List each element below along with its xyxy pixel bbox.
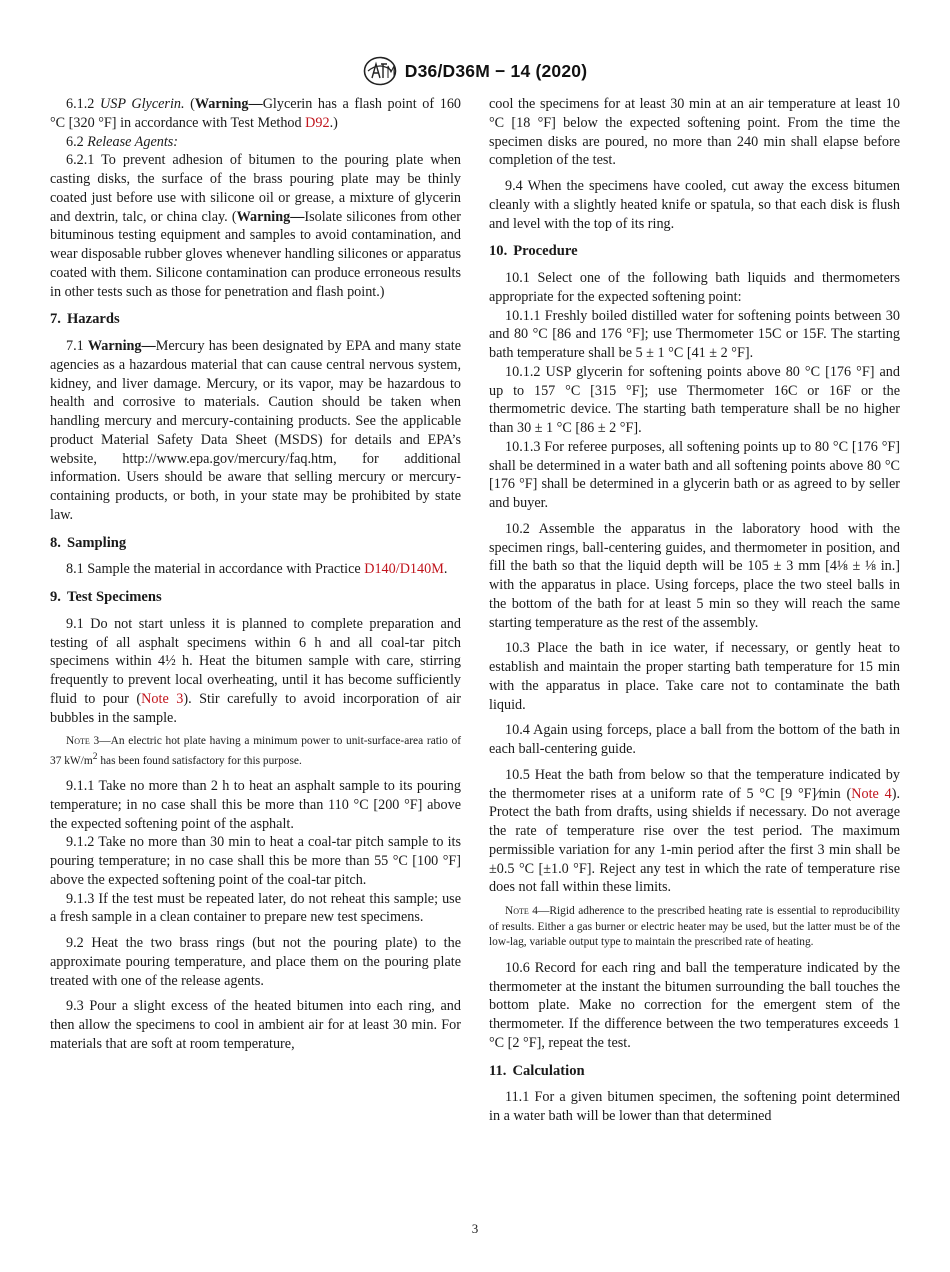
paragraph-9-1-3: 9.1.3 If the test must be repeated later, do not reheat this sample; use a fresh sample in a clean container to prepare new test specimens. [50, 890, 461, 926]
section-heading-calculation: 11. Calculation [489, 1062, 585, 1079]
left-column [50, 95, 461, 1061]
paragraph-10-6: 10.6 Record for each ring and ball the temperature indicated by the thermometer at the instant the bitumen surrounding the ball touches the bottom plate. Make no correction for the emergent stem of the thermometer. If the difference between the two temperatures exceeds 1 °C [2 °F], repeat the test. [489, 959, 900, 1051]
paragraph-10-1-2: 10.1.2 USP glycerin for softening points above 80 °C [176 °F] and up to 157 °C [315 °F]; use Thermometer 16C or 16F or the thermometric device. The starting bath temperature shall be no higher than 30 ± 1 °C [86 ± 2 °F]. [489, 363, 900, 436]
note-4: Note 4—Rigid adherence to the prescribed heating rate is essential to reproducibility of results. Either a gas burner or electric heater may be used, but the latter must be of the low-lag, variable output type to maintain the prescribed rate of heating. [489, 905, 900, 949]
section-heading-procedure: 10. Procedure [489, 243, 578, 260]
paragraph-10-1: 10.1 Select one of the following bath liquids and thermometers appropriate for the expected softening point: [489, 270, 900, 305]
page-number: 3 [471, 1221, 479, 1236]
document-designation: D36/D36M − 14 (2020) [404, 60, 588, 81]
note-3: Note 3—An electric hot plate having a minimum power to unit-surface-area ratio of 37 $kW/m^2$ has been found satisfactory for this purpose. [50, 735, 462, 767]
paragraph-9-4: 9.4 When the specimens have cooled, cut away the excess bitumen cleanly with a slightly heated knife or spatula, so that each disk is flush and level with the top of its ring. [489, 178, 900, 232]
paragraph-10-1-1: 10.1.1 Freshly boiled distilled water for softening points between 30 and 80 °C [86 and 176 °F]; use Thermometer 15C or 15F. The starting bath temperature shall be 5 ± 1 °C [41 ± 2 °F]. [489, 307, 900, 361]
paragraph-6-1-2: 6.1.2 USP Glycerin. (Warning—Glycerin has a flash point of 160 °C [320 °F] in accordance with Test Method D92.) [50, 96, 462, 131]
paragraph-10-1-3: 10.1.3 For referee purposes, all softening points up to 80 °C [176 °F] shall be determined in a water bath and all softening points above 80 °C [176 °F] shall be determined in a glycerin bath or as agreed to by seller and buyer. [489, 438, 900, 511]
paragraph-10-5: 10.5 Heat the bath from below so that the temperature indicated by the thermometer rises at a uniform rate of 5 °C [9 °F]⁄min (Note 4). Protect the bath from drafts, using shields if necessary. Do not average the rate of temperature rise over the test period. The maximum permissible variation for any 1-min period after the first 3 min shall be ±0.5 °C [±1.0 °F]. Reject any test in which the rate of temperature rise does not fall within these limits. [489, 766, 900, 896]
paragraph-9-3: 9.3 Pour a slight excess of the heated bitumen into each ring, and then allow the specimens to cool in ambient air for at least 30 min. For materials that are soft at room temperature, [50, 998, 461, 1052]
paragraph-7-1: 7.1 Warning—Mercury has been designated by EPA and many state agencies as a hazardous material that can cause central nervous system, kidney, and liver damage. Mercury, or its vapor, may be hazardous to health and corrosive to materials. Caution should be taken when handling mercury and mercury-containing products. See the applicable product Material Safety Data Sheet (MSDS) for details and EPA’s website, http://www.epa.gov/mercury/faq.htm, for additional information. Users should be aware that selling mercury or mercury-containing products, or both, in your state may be prohibited by state law. [50, 338, 462, 523]
astm-logo-icon [363, 56, 397, 86]
paragraph-10-4: 10.4 Again using forceps, place a ball from the bottom of the bath in each ball-centering guide. [489, 722, 900, 757]
paragraph-9-1: 9.1 Do not start unless it is planned to complete preparation and testing of all asphalt specimens within 6 h and all coal-tar pitch specimens within 4½ h. Heat the bitumen sample with care, stirring frequently to prevent local overheating, until it has become sufficiently fluid to pour (Note 3). Stir carefully to avoid incorporation of air bubbles in the sample. [50, 615, 461, 726]
paragraph-8-1: 8.1 Sample the material in accordance with Practice D140/D140M. [66, 561, 448, 578]
paragraph-6-2: 6.2 Release Agents: [66, 133, 179, 150]
paragraph-10-3: 10.3 Place the bath in ice water, if necessary, or gently heat to establish and maintain the proper starting bath temperature for 15 min with the apparatus in place. Take care not to contaminate the bath liquid. [489, 640, 900, 713]
section-heading-hazards: 7. Hazards [50, 311, 120, 328]
link-note-3[interactable]: Note 3 [141, 690, 184, 707]
paragraph-9-1-1: 9.1.1 Take no more than 2 h to heat an asphalt sample to its pouring temperature; in no case shall this be more than 110 °C [200 °F] above the expected softening point of the asphalt. [50, 778, 461, 832]
paragraph-9-1-2: 9.1.2 Take no more than 30 min to heat a coal-tar pitch sample to its pouring temperature; in no case shall this be more than 55 °C [100 °F] above the expected softening point of the coal-tar pitch. [50, 834, 461, 888]
page-header [0, 56, 950, 91]
link-note-4[interactable]: Note 4 [851, 785, 892, 802]
link-d92[interactable]: D92 [305, 114, 330, 131]
paragraph-9-2: 9.2 Heat the two brass rings (but not the pouring plate) to the approximate pouring temperature, and place them on the pouring plate treated with one of the release agents. [50, 935, 461, 989]
paragraph-9-3-continued: cool the specimens for at least 30 min at an air temperature at least 10 °C [18 °F] below the expected softening point. From the time the specimen disks are poured, no more than 240 min shall elapse before completion of the test. [489, 96, 900, 169]
paragraph-10-2: 10.2 Assemble the apparatus in the laboratory hood with the specimen rings, ball-centering guides, and thermometer in position, and fill the bath so that the liquid depth will be 105 ± 3 mm [4⅛ ± ⅛ in.] with the apparatus in place. Using forceps, place the two steel balls in the bottom of the bath for at least 5 min so they will reach the same starting temperature as the rest of the assembly. [489, 520, 900, 631]
link-d140[interactable]: D140/D140M [364, 561, 444, 578]
section-heading-test-specimens: 9. Test Specimens [50, 589, 162, 605]
paragraph-11-1: 11.1 For a given bitumen specimen, the softening point determined in a water bath will be lower than that determined [489, 1089, 900, 1125]
paragraph-6-2-1: 6.2.1 To prevent adhesion of bitumen to the pouring plate when casting disks, the surface of the brass pouring plate may be thinly coated just before use with silicone oil or grease, a mixture of glycerin and dextrin, talc, or china clay. (Warning—Isolate silicones from other bituminous testing equipment and samples to avoid contamination, and wear disposable rubber gloves whenever handling silicones or apparatus coated with them. Silicone contamination can produce erroneous results in other tests such as those for penetration and flash point.) [50, 152, 461, 300]
section-heading-sampling: 8. Sampling [50, 534, 127, 551]
right-column [489, 95, 900, 1133]
